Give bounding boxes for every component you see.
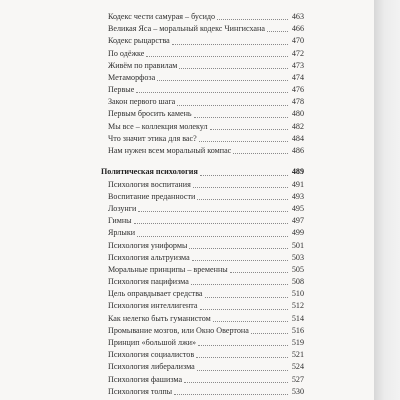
- toc-entry: [101, 276, 304, 288]
- toc-entry-title: Великая Яса – моральный кодекс Чингисхана: [108, 24, 265, 34]
- toc-entry-page: 501: [291, 240, 304, 250]
- dot-leader: [191, 284, 288, 285]
- toc-entry-page: 497: [291, 216, 304, 226]
- dot-leader: [200, 309, 289, 310]
- toc-entry-title: Кодекс рыцарства: [108, 36, 170, 46]
- toc-entry-title: Нам нужен всем моральный компас: [108, 146, 232, 156]
- toc-entry: [101, 374, 304, 386]
- dot-leader: [199, 141, 288, 142]
- dot-leader: [200, 175, 288, 176]
- dot-leader: [267, 31, 288, 32]
- toc-entry-page: 491: [291, 179, 304, 189]
- dot-leader: [251, 333, 288, 334]
- toc-entry-page: 482: [291, 121, 304, 131]
- toc-entry: [101, 313, 304, 325]
- toc-entry: [101, 386, 304, 398]
- dot-leader: [174, 394, 288, 395]
- toc-entry-title: Метаморфоза: [108, 72, 156, 82]
- toc-entry: [101, 252, 304, 264]
- toc-entry-page: 472: [291, 48, 304, 58]
- toc-entry-title: Первым бросить камень: [108, 109, 192, 119]
- toc-entry: [101, 337, 304, 349]
- toc-entry-page: 521: [291, 350, 304, 360]
- toc-entry-page: 476: [291, 85, 304, 95]
- toc-entry-title: Мы все – коллекция молекул: [108, 121, 208, 131]
- toc-entry-title: Как нелегко быть гуманистом: [108, 313, 211, 323]
- toc-entry-title: Промывание мозгов, или Окно Овертона: [108, 325, 249, 335]
- toc-entry-page: 473: [291, 60, 304, 70]
- toc-entry-page: 480: [291, 109, 304, 119]
- dot-leader: [217, 19, 288, 20]
- toc-entry-title: Первые: [108, 85, 135, 95]
- toc-entry: [101, 109, 304, 121]
- toc-entry: [101, 11, 304, 23]
- toc-entry-page: 495: [291, 203, 304, 213]
- toc-entry-title: Цель оправдывает средства: [108, 289, 203, 299]
- toc-entry: [101, 121, 304, 133]
- toc-entry-page: 505: [291, 264, 304, 274]
- page-edge-shadow: [374, 0, 400, 400]
- toc-entry-title: Воспитание преданности: [108, 191, 196, 201]
- dot-leader: [230, 272, 288, 273]
- toc-entry: [101, 301, 304, 313]
- dot-leader: [179, 68, 288, 69]
- toc-entry-page: 508: [291, 277, 304, 287]
- dot-leader: [205, 297, 288, 298]
- toc-entry: [101, 96, 304, 108]
- dot-leader: [189, 248, 288, 249]
- toc-entry: [101, 179, 304, 191]
- toc-entry-title: Психология либерализма: [108, 362, 195, 372]
- toc-entry: [101, 23, 304, 35]
- toc-entry-title: Психология толпы: [108, 386, 173, 396]
- toc-entry-page: 486: [291, 146, 304, 156]
- toc-entry: [101, 203, 304, 215]
- toc-entry: [101, 264, 304, 276]
- toc-entry-title: Психология пацифизма: [108, 277, 189, 287]
- toc-entry-title: Ярлыки: [108, 228, 136, 238]
- toc-entry-page: 514: [291, 313, 304, 323]
- toc-entry: [101, 288, 304, 300]
- toc-entry-page: 524: [291, 362, 304, 372]
- dot-leader: [193, 187, 288, 188]
- toc-entry-page: 503: [291, 252, 304, 262]
- dot-leader: [136, 92, 288, 93]
- toc-entry-page: 466: [291, 24, 304, 34]
- dot-leader: [213, 321, 288, 322]
- toc-chapter-heading: [101, 166, 304, 178]
- toc-entry-title: Что значит этика для вас?: [108, 133, 197, 143]
- toc-entry-title: Гимны: [108, 216, 132, 226]
- dot-leader: [210, 129, 288, 130]
- dot-leader: [198, 345, 288, 346]
- dot-leader: [134, 223, 288, 224]
- toc-entry-page: 470: [291, 36, 304, 46]
- toc-entry: [101, 191, 304, 203]
- toc-entry-page: 484: [291, 133, 304, 143]
- dot-leader: [172, 44, 288, 45]
- toc-entry-title: Психология униформы: [108, 240, 188, 250]
- toc-chapter-page: 489: [291, 167, 304, 177]
- toc-entry-title: Кодекс чести самурая – бусидо: [108, 11, 216, 21]
- toc-entry-title: Психология фашизма: [108, 374, 183, 384]
- toc-entry-page: 478: [291, 97, 304, 107]
- toc-entry-page: 493: [291, 191, 304, 201]
- toc-entry-title: Психология воспитания: [108, 179, 191, 189]
- dot-leader: [196, 357, 288, 358]
- toc-entry: [101, 145, 304, 157]
- table-of-contents: [101, 11, 304, 398]
- dot-leader: [194, 117, 288, 118]
- toc-chapter-title: Политическая психология: [101, 167, 198, 177]
- dot-leader: [233, 153, 288, 154]
- toc-entry: [101, 84, 304, 96]
- toc-entry-title: Психология социалистов: [108, 350, 195, 360]
- dot-leader: [157, 80, 288, 81]
- toc-entry-title: Принцип «большой лжи»: [108, 338, 197, 348]
- toc-entry-page: 530: [291, 386, 304, 396]
- toc-entry: [101, 48, 304, 60]
- toc-entry-page: 474: [291, 72, 304, 82]
- toc-entry-title: Лозунги: [108, 203, 137, 213]
- toc-entry: [101, 227, 304, 239]
- toc-entry-page: 519: [291, 338, 304, 348]
- dot-leader: [184, 382, 288, 383]
- toc-entry: [101, 72, 304, 84]
- toc-entry: [101, 60, 304, 72]
- toc-entry-title: Закон первого шага: [108, 97, 176, 107]
- toc-entry-title: Психология интеллигента: [108, 301, 198, 311]
- toc-entry-page: 463: [291, 11, 304, 21]
- dot-leader: [192, 260, 288, 261]
- toc-entry: [101, 35, 304, 47]
- dot-leader: [197, 199, 288, 200]
- toc-entry-page: 512: [291, 301, 304, 311]
- dot-leader: [177, 105, 288, 106]
- toc-entry-page: 510: [291, 289, 304, 299]
- toc-entry-title: Моральные принципы – временны: [108, 264, 228, 274]
- toc-entry-page: 516: [291, 325, 304, 335]
- toc-entry: [101, 240, 304, 252]
- dot-leader: [146, 56, 288, 57]
- toc-entry: [101, 215, 304, 227]
- toc-entry: [101, 361, 304, 373]
- dot-leader: [138, 211, 288, 212]
- toc-entry-title: Психология альтруизма: [108, 252, 190, 262]
- dot-leader: [137, 236, 288, 237]
- toc-entry-page: 499: [291, 228, 304, 238]
- toc-entry-page: 527: [291, 374, 304, 384]
- toc-entry: [101, 133, 304, 145]
- toc-entry-title: Живём по правилам: [108, 60, 178, 70]
- toc-entry: [101, 325, 304, 337]
- dot-leader: [197, 370, 288, 371]
- toc-entry-title: По одёжке: [108, 48, 145, 58]
- section-gap: [101, 157, 304, 166]
- toc-entry: [101, 349, 304, 361]
